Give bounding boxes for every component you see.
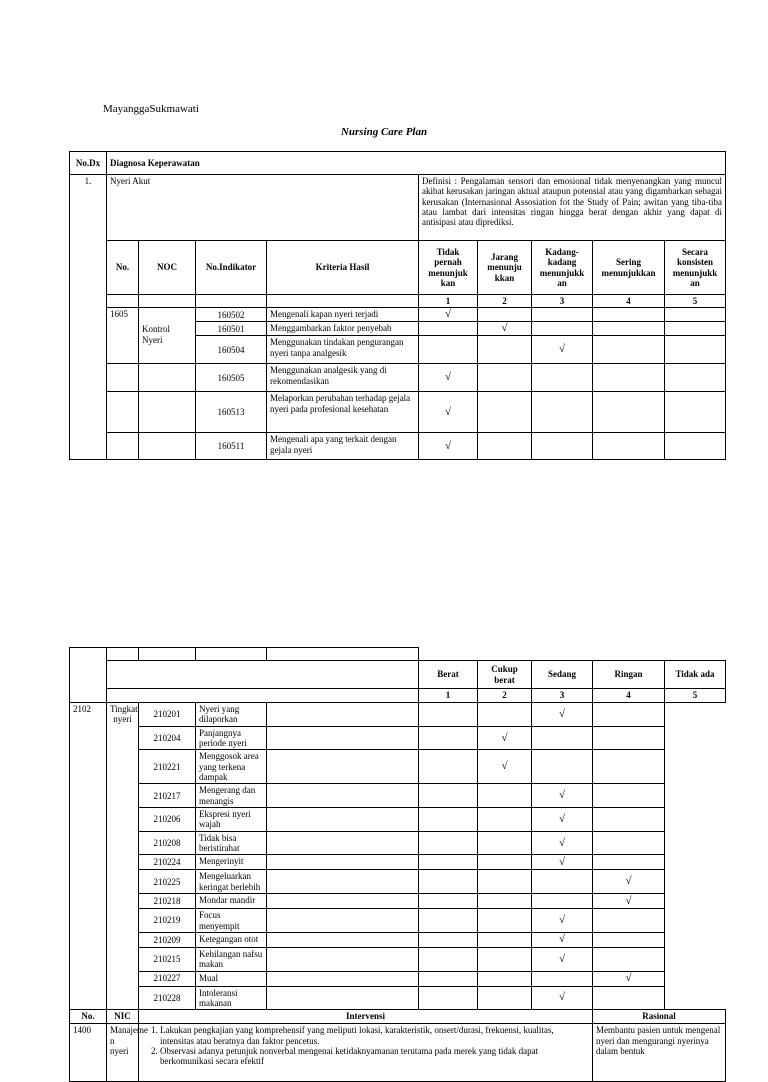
indicator-row	[70, 986, 726, 1010]
indicator-text: Mengerinyit	[196, 855, 267, 870]
check-mark: √	[532, 831, 593, 855]
check-mark: √	[593, 971, 665, 986]
check-mark: √	[478, 750, 532, 784]
indicator-code: 210206	[139, 808, 196, 832]
check-mark: √	[419, 364, 478, 392]
noc-table-kontrol-nyeri	[69, 151, 726, 460]
noc-name: Kontrol Nyeri	[139, 308, 196, 364]
indicator-row	[70, 726, 726, 750]
check-mark: √	[532, 909, 593, 933]
check-mark: √	[419, 392, 478, 433]
indicator-code: 210209	[139, 932, 196, 947]
intervention-item: 1. Lakukan pengkajian yang komprehensif yang meliputi lokasi, karakteristik, onsert/durasi, frekuensi, kualitas, intensitas atau beratnya dan faktor pencetus.	[160, 1025, 589, 1046]
indicator-row	[70, 392, 726, 433]
nic-number: 1400	[70, 1024, 107, 1082]
scale-label-5: Tidak ada	[665, 661, 726, 689]
indicator-code: 160501	[196, 322, 267, 336]
check-mark: √	[532, 336, 593, 364]
check-mark: √	[478, 726, 532, 750]
indicator-text: Menggunakan tindakan pengurangan nyeri tanpa analgesik	[267, 336, 419, 364]
check-mark: √	[532, 932, 593, 947]
indicator-text: Ekspresi nyeri wajah	[196, 808, 267, 832]
check-mark: √	[532, 986, 593, 1010]
indicator-code: 210201	[139, 703, 196, 727]
indicator-text: Kehilangan nafsu makan	[196, 947, 267, 971]
nic-header-row	[70, 1010, 726, 1024]
indicator-code: 210225	[139, 870, 196, 894]
indicator-code: 160504	[196, 336, 267, 364]
intervention-list	[139, 1024, 593, 1082]
indicator-text: Menggosok area yang terkena dampak	[196, 750, 267, 784]
indicator-row	[70, 808, 726, 832]
indicator-text: Nyeri yang dilaporkan	[196, 703, 267, 727]
check-mark: √	[532, 784, 593, 808]
header-no: No.	[70, 1010, 107, 1024]
check-mark: √	[532, 703, 593, 727]
indicator-text: Mengerang dan menangis	[196, 784, 267, 808]
scale-number-2: 2	[478, 689, 532, 703]
noc-number: 2102	[70, 703, 107, 1010]
indicator-text: Mengenali kapan nyeri terjadi	[267, 308, 419, 322]
scale-number-5: 5	[665, 689, 726, 703]
header-kriteria: Kriteria Hasil	[267, 241, 419, 295]
scale-label-2: Cukup berat	[478, 661, 532, 689]
intervention-item: 2. Observasi adanya petunjuk nonverbal mengenai ketidaknyamanan terutama pada merek yang tidak dapat berkomunikasi secara efektif	[160, 1046, 589, 1067]
indicator-code: 160505	[196, 364, 267, 392]
nic-row	[70, 1024, 726, 1082]
indicator-text: Intoleransi makanan	[196, 986, 267, 1010]
indicator-text: Focus menyempit	[196, 909, 267, 933]
scale-number-1: 1	[419, 689, 478, 703]
indicator-text: Panjangnya periode nyeri	[196, 726, 267, 750]
noc-table-tingkat-nyeri	[69, 647, 726, 1082]
indicator-text: Mual	[196, 971, 267, 986]
header-rasional: Rasional	[593, 1010, 726, 1024]
indicator-row	[70, 364, 726, 392]
indicator-code: 210227	[139, 971, 196, 986]
check-mark: √	[532, 947, 593, 971]
indicator-row	[70, 433, 726, 460]
indicator-code: 210219	[139, 909, 196, 933]
indicator-text: Tidak bisa beristirahat	[196, 831, 267, 855]
header-no: No.	[107, 241, 139, 295]
check-mark: √	[419, 433, 478, 460]
indicator-text: Melaporkan perubahan terhadap gejala nyeri pada profesional kesehatan	[267, 392, 419, 433]
indicator-text: Mengenali apa yang terkait dengan gejala nyeri	[267, 433, 419, 460]
header-intervensi: Intervensi	[139, 1010, 593, 1024]
indicator-code: 210204	[139, 726, 196, 750]
header-nic: NIC	[107, 1010, 139, 1024]
indicator-row	[70, 831, 726, 855]
document-title: Nursing Care Plan	[340, 126, 428, 138]
scale-label-3: Sedang	[532, 661, 593, 689]
author-name: MayanggaSukmawati	[103, 103, 199, 115]
header-no-dx: No.Dx	[70, 152, 107, 175]
indicator-code: 160511	[196, 433, 267, 460]
indicator-code: 210208	[139, 831, 196, 855]
scale-label-5: Secara konsisten menunjukk an	[665, 241, 726, 295]
check-mark: √	[419, 308, 478, 322]
dx-definition: Definisi : Pengalaman sensori dan emosional tidak menyenangkan yang muncul akibat kerusakan jaringan aktual ataupun potensial atau yang digambarkan sebagai kerusakan (Internasional Assosiation fot the Study of Pain; awitan yang tiba-tiba atau lambat dari intensitas ringan hingga berat dengan akhir yang dapat di antisipasi atau diprediksi.	[419, 175, 726, 241]
indicator-text: Mondar mandir	[196, 894, 267, 909]
indicator-row	[70, 870, 726, 894]
indicator-code: 210224	[139, 855, 196, 870]
scale-label-2: Jarang menunju kkan	[478, 241, 532, 295]
indicator-row	[70, 855, 726, 870]
indicator-code: 210218	[139, 894, 196, 909]
indicator-text: Mengeluarkan keringat berlebih	[196, 870, 267, 894]
indicator-row	[70, 932, 726, 947]
indicator-row	[70, 308, 726, 322]
scale-number-5: 5	[665, 295, 726, 308]
header-indikator: No.Indikator	[196, 241, 267, 295]
indicator-text: Ketegangan otot	[196, 932, 267, 947]
indicator-text: Menggunakan analgesik yang di rekomendasikan	[267, 364, 419, 392]
scale-label-4: Sering menunjukkan	[593, 241, 665, 295]
indicator-row	[70, 750, 726, 784]
indicator-code: 210228	[139, 986, 196, 1010]
nic-name: Manajeme n nyeri	[107, 1024, 139, 1082]
header-noc: NOC	[139, 241, 196, 295]
scale-label-4: Ringan	[593, 661, 665, 689]
scale-number-4: 4	[593, 295, 665, 308]
check-mark: √	[593, 870, 665, 894]
indicator-row	[70, 947, 726, 971]
rasional-text: Membantu pasien untuk mengenal nyeri dan mengurangi nyerinya dalam bentuk	[593, 1024, 726, 1082]
indicator-code: 160513	[196, 392, 267, 433]
noc-number: 1605	[107, 308, 139, 364]
scale-number-3: 3	[532, 295, 593, 308]
check-mark: √	[532, 855, 593, 870]
indicator-row	[70, 971, 726, 986]
header-diagnosa: Diagnosa Keperawatan	[107, 152, 726, 175]
indicator-code: 210221	[139, 750, 196, 784]
check-mark: √	[532, 808, 593, 832]
scale-label-1: Berat	[419, 661, 478, 689]
scale-label-1: Tidak pernah menunjuk kan	[419, 241, 478, 295]
indicator-code: 160502	[196, 308, 267, 322]
dx-name: Nyeri Akut	[107, 175, 419, 241]
dx-number: 1.	[70, 175, 107, 460]
noc-name: Tingkat nyeri	[107, 703, 139, 1010]
indicator-row	[70, 909, 726, 933]
indicator-row	[70, 894, 726, 909]
indicator-code: 210215	[139, 947, 196, 971]
indicator-code: 210217	[139, 784, 196, 808]
scale-number-3: 3	[532, 689, 593, 703]
scale-number-2: 2	[478, 295, 532, 308]
indicator-text: Menggambarkan faktor penyebab	[267, 322, 419, 336]
scale-label-3: Kadang-kadang menunjukk an	[532, 241, 593, 295]
indicator-row	[70, 703, 726, 727]
check-mark: √	[593, 894, 665, 909]
indicator-row	[70, 784, 726, 808]
scale-number-4: 4	[593, 689, 665, 703]
check-mark: √	[478, 322, 532, 336]
scale-number-1: 1	[419, 295, 478, 308]
